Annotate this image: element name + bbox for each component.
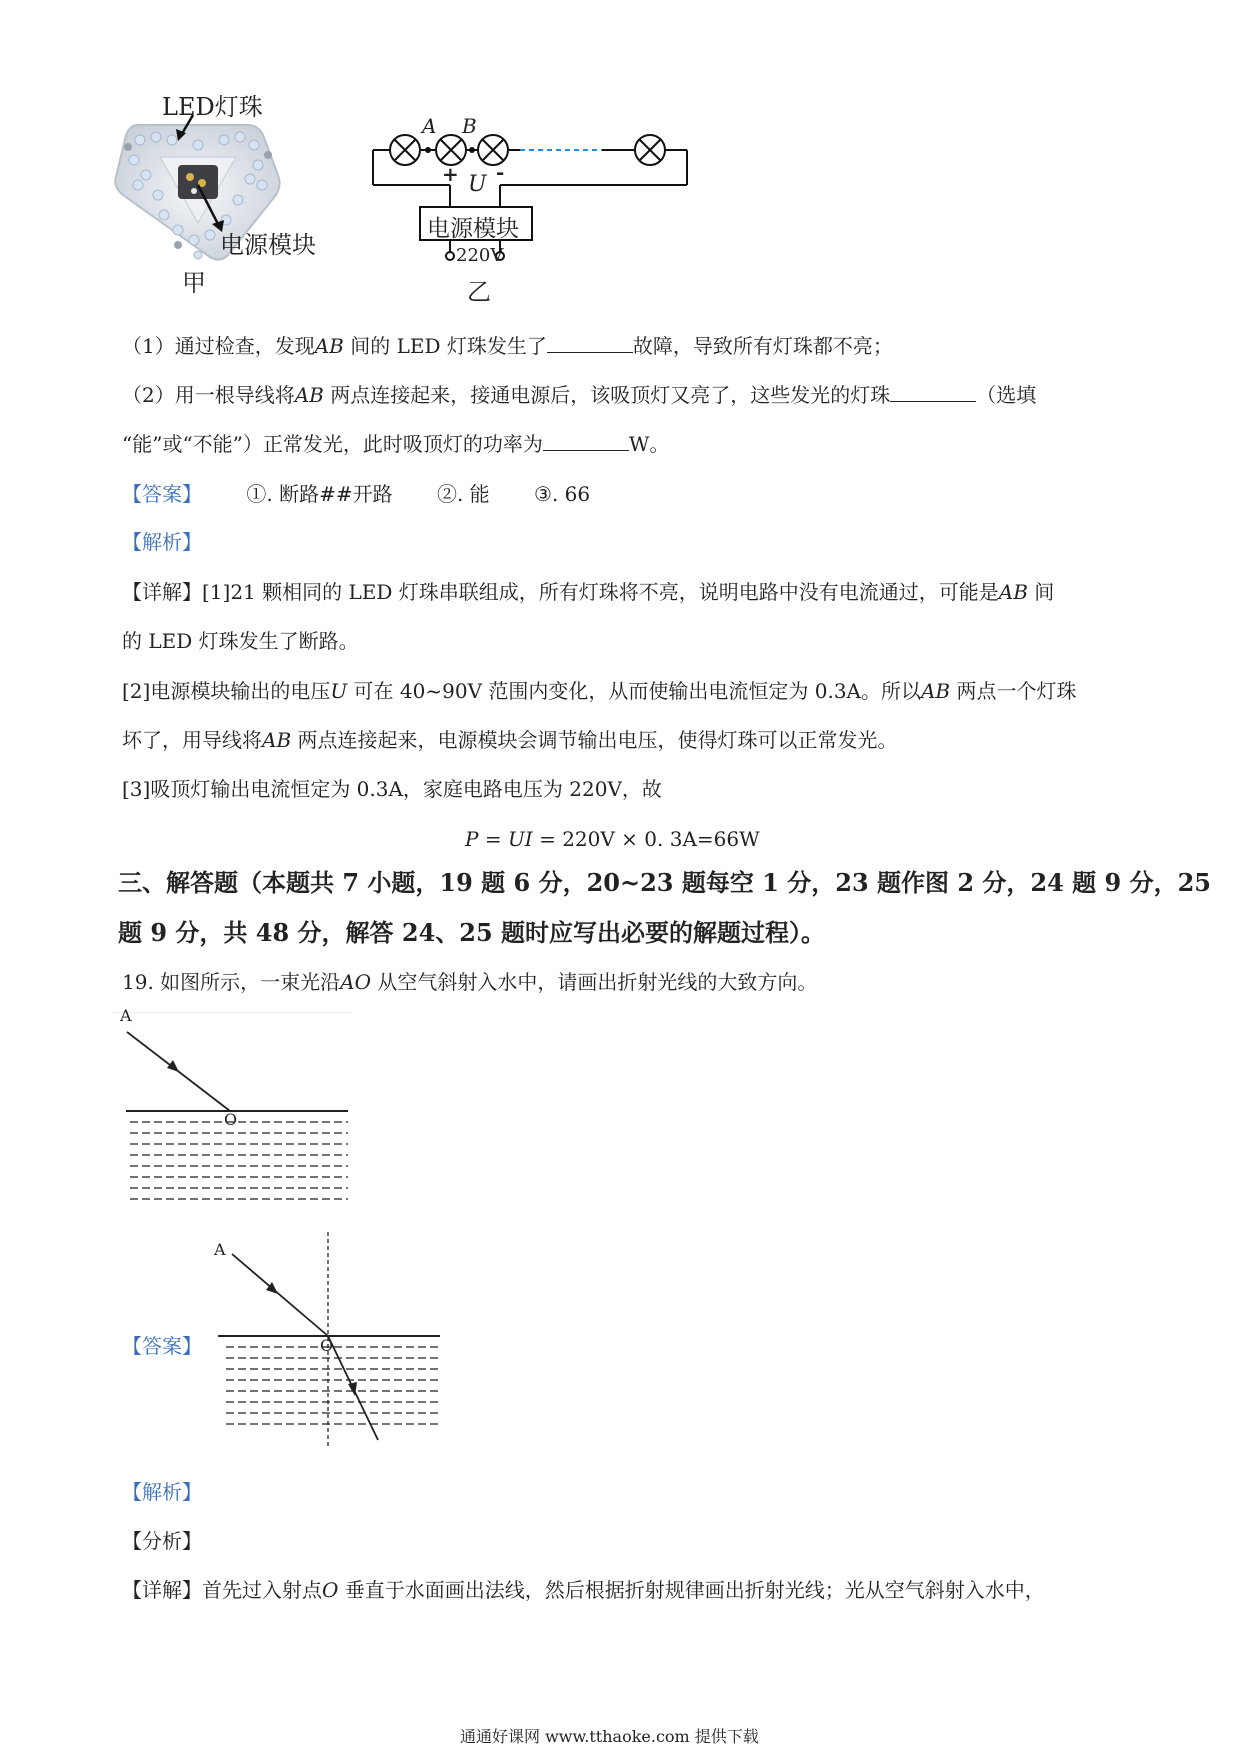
power-module-box-label: 电源模块 xyxy=(427,216,519,242)
answer-blank[interactable] xyxy=(543,432,629,451)
q19-analysis-tag: 【解析】 xyxy=(122,1480,202,1504)
answer-blank[interactable] xyxy=(547,334,633,353)
answer-2: ②. 能 xyxy=(436,482,490,506)
q19-answer-point-o: O xyxy=(320,1336,334,1355)
led-bead-label: LED灯珠 xyxy=(162,93,263,121)
power-formula: P = UI = 220V × 0. 3A=66W xyxy=(465,827,760,851)
page-footer: 通通好课网 www.tthaoke.com 提供下载 xyxy=(460,1727,759,1746)
supply-voltage-label: 220V xyxy=(456,245,504,266)
q18-detail-p1: 【详解】[1]21 颗相同的 LED 灯珠串联组成，所有灯珠将不亮，说明电路中没有电流通过，可能是AB 间 xyxy=(122,580,1055,604)
figure-jia xyxy=(98,85,338,300)
answer-1: ①. 断路##开路 xyxy=(246,482,393,506)
q18-part2-line1: （2）用一根导线将AB 两点连接起来，接通电源后，该吸顶灯又亮了，这些发光的灯珠 （选填 xyxy=(122,383,1037,407)
q18-detail-p2-line2: 坏了，用导线将AB 两点连接起来，电源模块会调节输出电压，使得灯珠可以正常发光。 xyxy=(122,728,898,752)
q19-answer-tag: 【答案】 xyxy=(122,1334,202,1358)
q18-detail-p1-line2: 的 LED 灯珠发生了断路。 xyxy=(122,629,359,653)
figure-caption-jia: 甲 xyxy=(182,269,206,297)
q18-detail-p2: [2]电源模块输出的电压U 可在 40~90V 范围内变化，从而使输出电流恒定为 0.3A。所以AB 两点一个灯珠 xyxy=(122,679,1077,703)
minus-terminal-label: - xyxy=(496,160,505,184)
section3-heading-line2: 题 9 分，共 48 分，解答 24、25 题时应写出必要的解题过程）。 xyxy=(118,918,826,947)
q19-point-a: A xyxy=(120,1006,132,1025)
point-a-label: A xyxy=(422,114,437,138)
q19-fenxi-tag: 【分析】 xyxy=(122,1529,202,1553)
figure-yi xyxy=(370,100,690,305)
q19-stem: 19. 如图所示，一束光沿AO 从空气斜射入水中，请画出折射光线的大致方向。 xyxy=(122,970,818,994)
circuit-diagram xyxy=(370,100,690,305)
figure-caption-yi: 乙 xyxy=(467,278,491,306)
lamp-icon xyxy=(390,135,420,165)
answer-3: ③. 66 xyxy=(534,482,591,506)
q19-point-o: O xyxy=(224,1110,238,1129)
q19-detail: 【详解】首先过入射点O 垂直于水面画出法线，然后根据折射规律画出折射光线；光从空气斜射入水中， xyxy=(122,1578,1045,1602)
q18-detail-p3: [3]吸顶灯输出电流恒定为 0.3A，家庭电路电压为 220V，故 xyxy=(122,777,662,801)
q19-answer-point-a: A xyxy=(214,1240,226,1259)
q18-part1: （1）通过检查，发现AB 间的 LED 灯珠发生了 故障，导致所有灯珠都不亮； xyxy=(122,334,893,358)
power-module-label: 电源模块 xyxy=(220,231,316,259)
voltage-u-label: U xyxy=(468,172,487,197)
q18-answer xyxy=(122,480,590,508)
point-b-label: B xyxy=(462,114,477,138)
lamp-icon xyxy=(635,135,665,165)
answer-blank[interactable] xyxy=(890,383,976,402)
q19-answer-figure xyxy=(210,1232,450,1457)
q18-part2-line2: “能”或“不能”）正常发光，此时吸顶灯的功率为 W。 xyxy=(122,432,670,456)
q18-analysis-tag: 【解析】 xyxy=(122,530,202,554)
q19-figure xyxy=(112,1006,362,1212)
section3-heading-line1: 三、解答题（本题共 7 小题，19 题 6 分，20~23 题每空 1 分，23 题作图 2 分，24 题 9 分，25 xyxy=(118,868,1211,897)
answer-tag: 【答案】 xyxy=(122,482,202,506)
lamp-icon xyxy=(436,135,466,165)
plus-terminal-label: + xyxy=(442,162,459,186)
